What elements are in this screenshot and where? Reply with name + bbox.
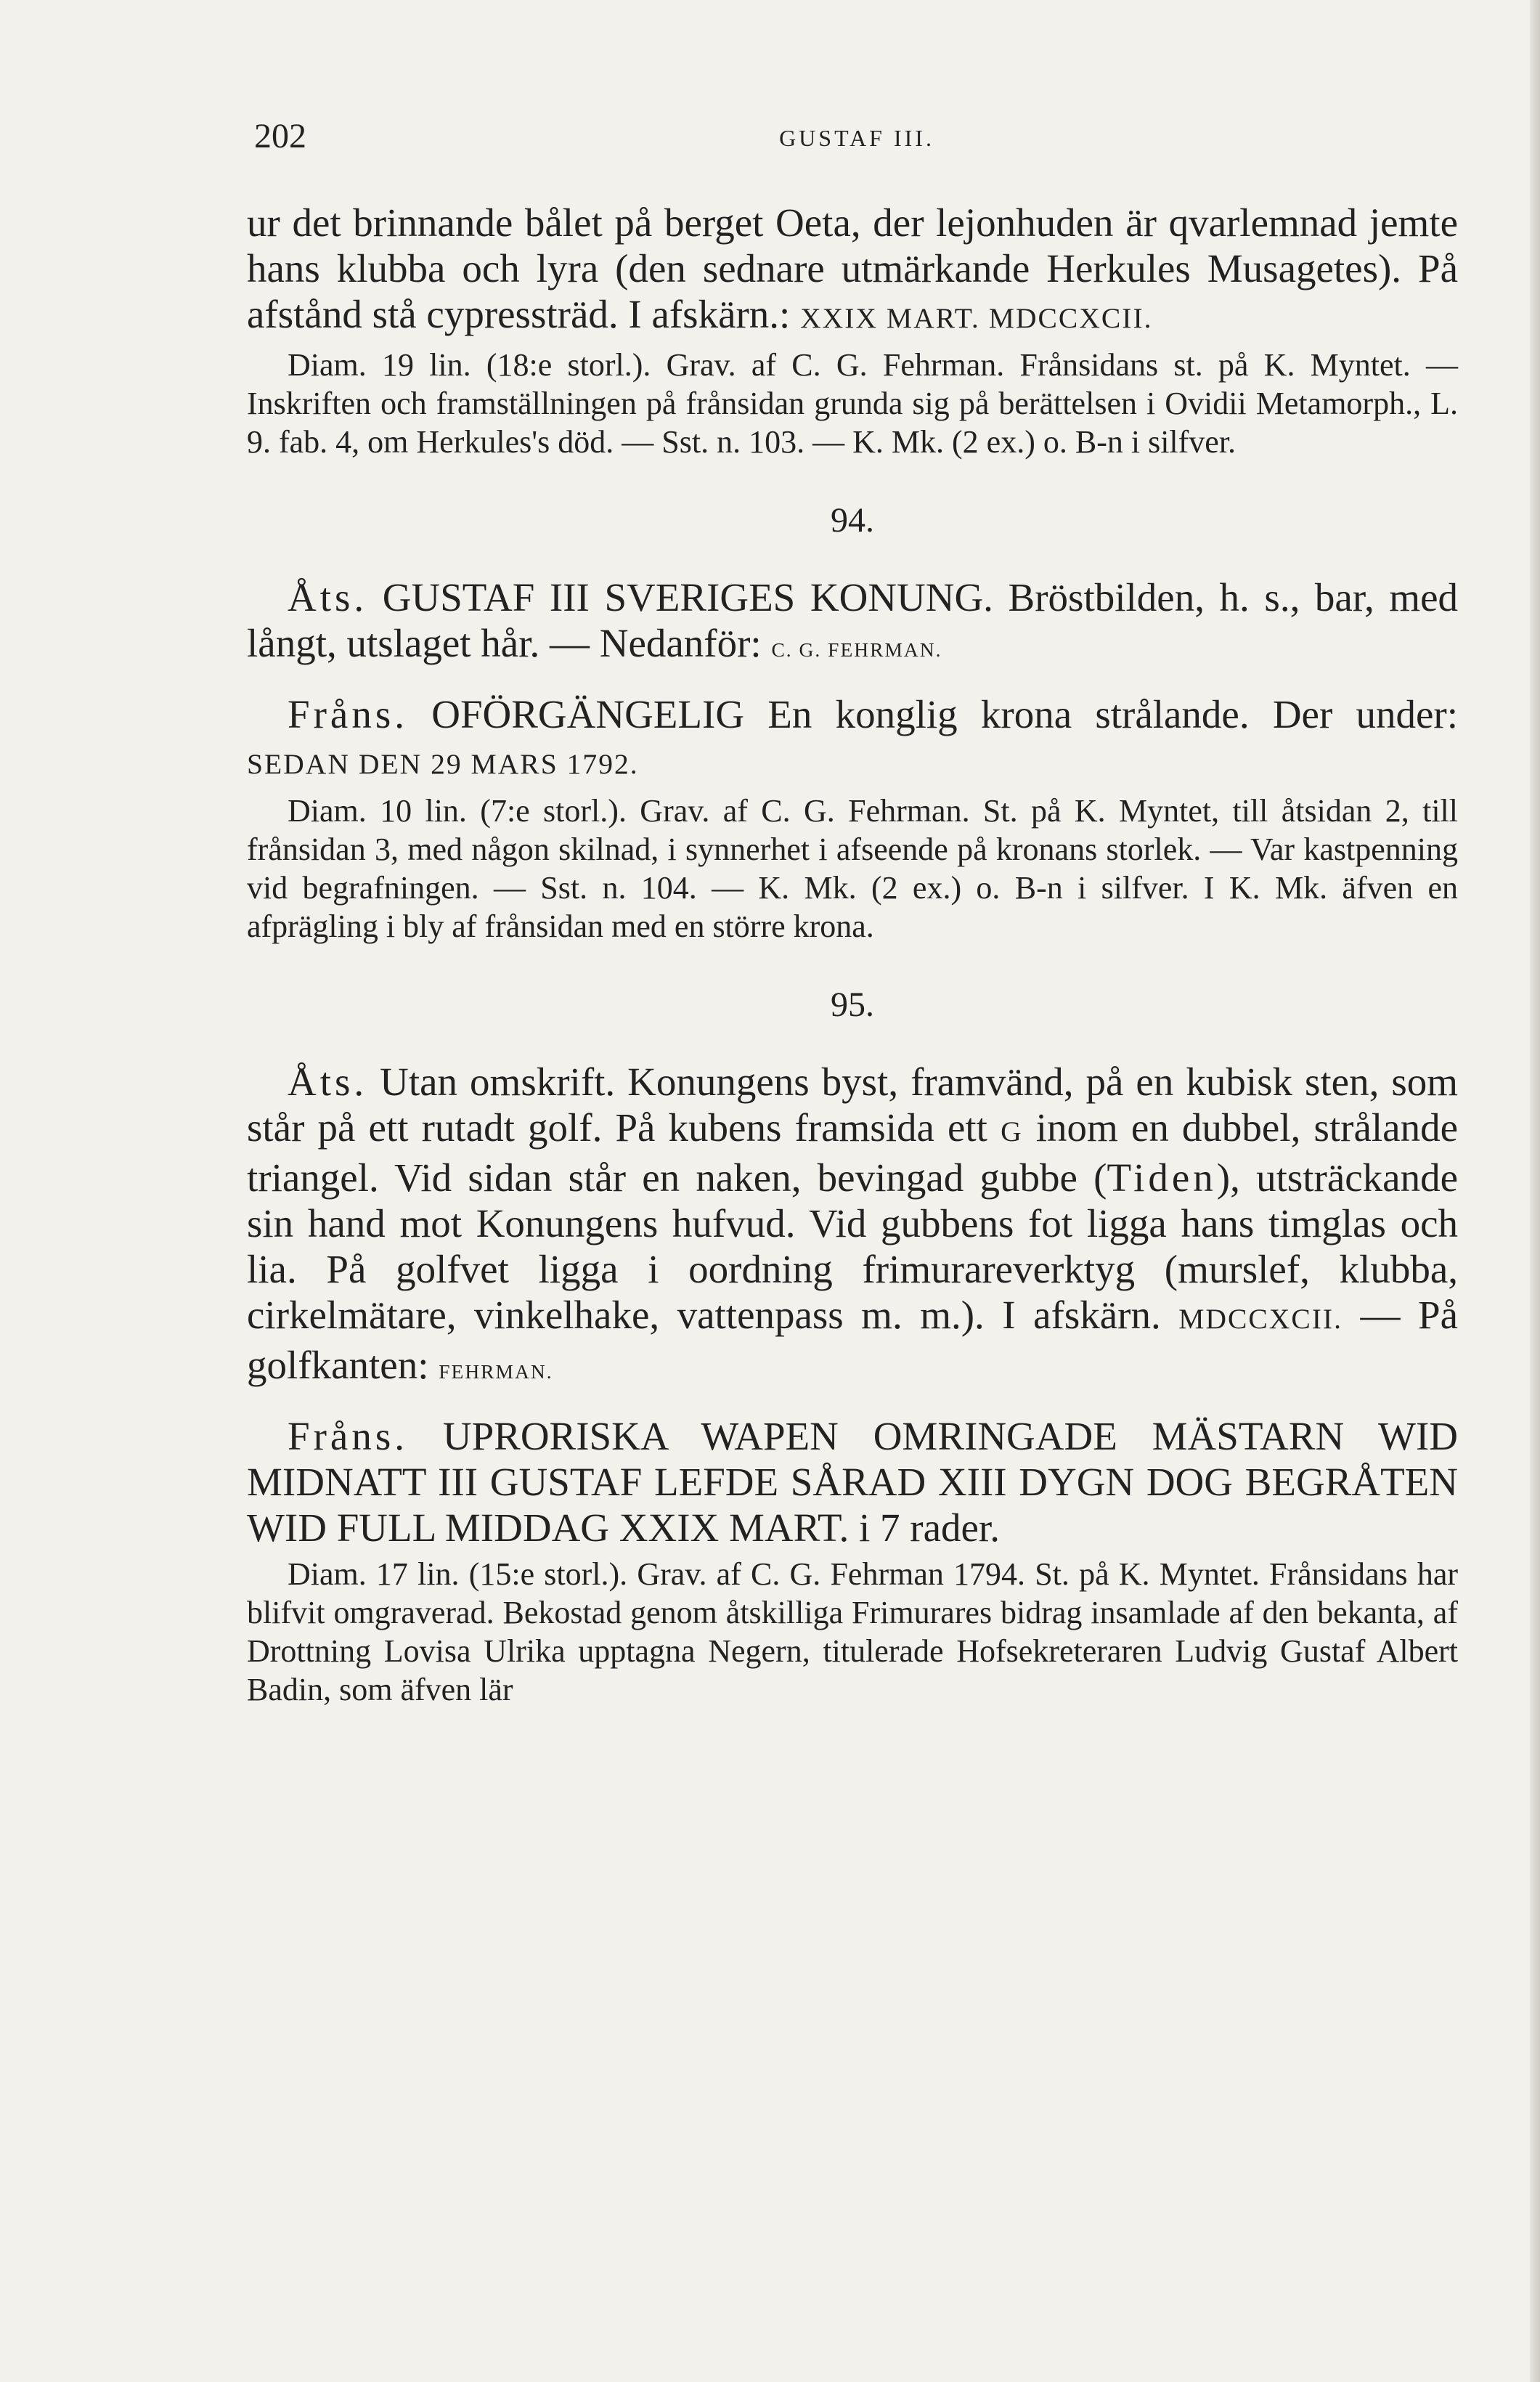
entry-94-reverse <box>247 691 1458 787</box>
frans-text: OFÖRGÄNGELIG En konglig krona strålande. Der under: <box>431 692 1459 736</box>
frans-label: Fråns. <box>288 692 408 736</box>
ats-text: GUSTAF III SVERIGES KONUNG. Bröstbilden, h. s., bar, med långt, utslaget hår. — Nedanför: <box>247 575 1459 665</box>
ats-text-3: ), utsträckande sin hand mot Konungens hufvud. Vid gubbens fot ligga hans timglas och lia. På golfvet ligga i oordning frimurareverktyg (murslef, klubba, cirkelmätare, vinkelhake, vattenpass m. m.). I afskärn. <box>247 1155 1458 1337</box>
ats-tiden: Tiden <box>1107 1155 1217 1200</box>
top-date: XXIX MART. MDCCXCII. <box>800 302 1153 334</box>
page-number: 202 <box>254 117 306 155</box>
page-header <box>254 116 1459 160</box>
ats-text-4: — På golfkanten: <box>247 1293 1458 1387</box>
frans-date: SEDAN DEN 29 MARS 1792. <box>247 748 639 780</box>
ats-text-1: Utan omskrift. Konungens byst, framvänd, på en kubisk sten, som står på ett rutadt golf. På kubens framsida ett <box>247 1060 1459 1150</box>
ats-letter-g: G <box>1001 1115 1023 1147</box>
ats-text-2: inom en dubbel, strålande triangel. Vid sidan står en naken, bevingad gubbe ( <box>247 1105 1458 1200</box>
entry-95-reverse <box>247 1413 1458 1550</box>
note-95: Diam. 17 lin. (15:e storl.). Grav. af C. G. Fehrman 1794. St. på K. Myntet. Frånsidans har blifvit omgraverad. Bekostad genom åtskilliga Frimurares bidrag insamlade af den bekanta, af Drottning Lovisa Ulrika upptagna Negern, titulerade Hofsekreteraren Ludvig Gustaf Albert Badin, som äfven lär <box>247 1556 1458 1707</box>
note-94: Diam. 10 lin. (7:e storl.). Grav. af C. G. Fehrman. St. på K. Myntet, till åtsidan 2, till frånsidan 3, med någon skilnad, i synnerhet i afseende på kronans storlek. — Var kastpenning vid begrafningen. — Sst. n. 104. — K. Mk. (2 ex.) o. B-n i silfver. I K. Mk. äfven en afprägling i bly af frånsidan med en större krona. <box>247 793 1458 944</box>
entry-number-95: 95. <box>831 985 874 1024</box>
entry-number-94: 94. <box>831 501 874 540</box>
entry-95-obverse <box>247 1059 1458 1394</box>
frans-text: UPRORISKA WAPEN OMRINGADE MÄSTARN WID MIDNATT III GUSTAF LEFDE SÅRAD XIII DYGN DOG BEGRÅTEN WID FULL MIDDAG XXIX MART. i 7 rader. <box>247 1414 1458 1550</box>
ats-label: Åts. <box>288 1060 368 1104</box>
ats-label: Åts. <box>288 575 368 619</box>
running-title: GUSTAF III. <box>779 125 934 151</box>
paragraph-top <box>247 200 1458 341</box>
top-body-text: ur det brinnande bålet på berget Oeta, der lejonhuden är qvarlemnad jemte hans klubba och lyra (den sednare utmärkande Herkules Musagetes). På afstånd stå cypressträd. I afskärn.: <box>247 200 1458 336</box>
ats-year: MDCCXCII. <box>1178 1303 1343 1335</box>
page-edge <box>1530 0 1540 2382</box>
ats-signature: FEHRMAN. <box>439 1360 553 1383</box>
note-top: Diam. 19 lin. (18:e storl.). Grav. af C. G. Fehrman. Frånsidans st. på K. Myntet. — Inskriften och framställningen på frånsidan grunda sig på berättelsen i Ovidii Metamorph., L. 9. fab. 4, om Herkules's död. — Sst. n. 103. — K. Mk. (2 ex.) o. B-n i silfver. <box>247 347 1458 460</box>
entry-94-obverse <box>247 574 1458 672</box>
frans-label: Fråns. <box>288 1414 408 1458</box>
page-content <box>247 200 1458 1709</box>
ats-signature: C. G. FEHRMAN. <box>771 638 942 661</box>
